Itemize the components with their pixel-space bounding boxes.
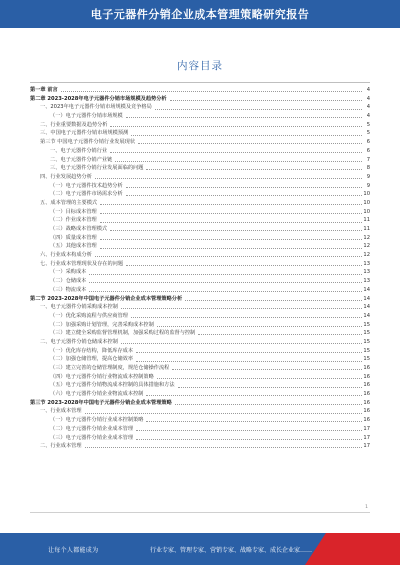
toc-entry-page: 16	[363, 408, 370, 415]
toc-entry-page: 15	[363, 356, 370, 363]
toc-entry[interactable]	[30, 321, 370, 330]
toc-entry-text: 五、成本管理的主要模式	[40, 199, 98, 206]
toc-entry-text: （三）建立完善的仓储管理制度，规范仓储操作流程	[50, 365, 170, 371]
toc-entry[interactable]	[30, 425, 370, 434]
toc-entry-text: 第二节 2023-2028年中国电子元器件分销企业成本管理策略分析	[30, 295, 183, 302]
toc-entry-text: （二）作业成本管理	[50, 217, 97, 224]
toc-entry-page: 6	[366, 147, 370, 154]
toc-entry[interactable]	[30, 190, 370, 199]
toc-leader-dots	[110, 126, 362, 127]
toc-entry[interactable]	[30, 329, 370, 338]
toc-entry-page: 16	[363, 373, 370, 380]
toc-entry-page: 5	[366, 121, 370, 128]
toc-entry-page: 9	[366, 173, 370, 180]
toc-leader-dots	[100, 222, 362, 223]
toc-entry-page: 12	[363, 243, 370, 250]
toc-entry-text: （一）目标成本管理	[50, 208, 97, 215]
toc-leader-dots	[89, 291, 362, 292]
toc-entry-page: 16	[363, 391, 370, 398]
toc-entry-text: 一、电子元器件分销采购成本控制	[40, 304, 118, 311]
toc-entry-text: （三）电子元器件分销企业成本管理	[50, 434, 134, 441]
toc-entry-text: 四、行业发展趋势分析	[40, 173, 92, 180]
toc-leader-dots	[126, 187, 362, 188]
toc-entry-page: 11	[363, 217, 370, 224]
toc-entry[interactable]	[30, 312, 370, 321]
toc-entry[interactable]	[30, 234, 370, 243]
footer-tags: 行业专家、管理专家、营销专家、战略专家、成长企业家……	[150, 547, 313, 554]
toc-entry[interactable]	[30, 268, 370, 277]
toc-entry[interactable]	[30, 138, 370, 147]
toc-leader-dots	[100, 213, 362, 214]
toc-heading: 内容目录	[177, 60, 223, 72]
toc-entry[interactable]	[30, 103, 370, 112]
toc-entry-text: （五）电子元器件分销物流成本控制的具体措施和方法	[50, 382, 175, 389]
toc-entry[interactable]	[30, 164, 370, 173]
toc-entry-text: 三、中国电子元器件分销市场规模预测	[40, 130, 129, 137]
toc-entry-page: 17	[363, 434, 370, 441]
toc-entry[interactable]	[30, 112, 370, 121]
toc-entry[interactable]	[30, 347, 370, 356]
toc-entry-text: 第三节 2023-2028年中国电子元器件分销企业成本管理策略	[30, 399, 172, 406]
toc-entry-text: 一、电子元器件分销行业	[50, 147, 108, 154]
toc-entry-page: 15	[363, 347, 370, 354]
toc-entry-text: （一）优化采购流程与供应商管理	[50, 312, 128, 319]
toc-leader-dots	[110, 230, 362, 231]
toc-entry-page: 13	[363, 269, 370, 276]
toc-entry[interactable]	[30, 225, 370, 234]
toc-entry[interactable]	[30, 208, 370, 217]
toc-entry[interactable]	[30, 251, 370, 260]
footer-divider	[30, 512, 370, 513]
toc-leader-dots	[131, 317, 362, 318]
toc-entry-page: 12	[363, 252, 370, 259]
toc-leader-dots	[89, 282, 362, 283]
toc-entry-text: 三、电子元器件分销行业发展面临的问题	[50, 165, 144, 172]
toc-entry[interactable]	[30, 260, 370, 269]
toc-leader-dots	[146, 169, 362, 170]
toc-leader-dots	[89, 274, 362, 275]
toc-leader-dots	[85, 447, 362, 448]
footer-accent	[305, 533, 400, 565]
header-bar	[0, 0, 400, 28]
toc-entry-text: 二、行业重要数据及趋势分析	[40, 121, 108, 128]
toc-entry-page: 11	[363, 226, 370, 232]
toc-entry-page: 4	[366, 113, 370, 120]
toc-entry-page: 12	[363, 234, 370, 241]
toc-entry[interactable]	[30, 364, 370, 373]
footer-slogan: 让每个人都能成为	[48, 547, 99, 554]
toc-entry-text: （一）优化库存结构，降低库存成本	[50, 347, 134, 354]
toc-entry-page: 14	[363, 312, 370, 319]
toc-entry[interactable]	[30, 373, 370, 382]
toc-leader-dots	[198, 334, 362, 335]
toc-entry-text: 一、2023年电子元器件分销市场规模及竞争格局	[40, 104, 152, 111]
toc-entry[interactable]	[30, 95, 370, 104]
toc-leader-dots	[136, 361, 362, 362]
toc-leader-dots	[61, 91, 362, 92]
toc-entry[interactable]	[30, 407, 370, 416]
toc-entry-page: 15	[363, 321, 370, 328]
toc-entry[interactable]	[30, 286, 370, 295]
toc-leader-dots	[126, 117, 362, 118]
toc-entry-text: 一、行业成本管理	[40, 408, 82, 415]
toc-leader-dots	[85, 413, 362, 414]
toc-entry[interactable]	[30, 434, 370, 443]
toc-entry-page: 4	[366, 95, 370, 102]
toc-leader-dots	[170, 100, 362, 101]
toc-entry-text: （二）加强仓储管理，提高仓储效率	[50, 356, 134, 363]
toc-entry-page: 14	[363, 286, 370, 293]
toc-entry-text: （一）电子元器件分销市场规模	[50, 113, 123, 120]
toc-entry[interactable]	[30, 129, 370, 138]
toc-leader-dots	[100, 204, 362, 205]
toc-leader-dots	[155, 109, 362, 110]
toc-entry[interactable]	[30, 147, 370, 156]
toc-entry[interactable]	[30, 216, 370, 225]
toc-entry-page: 10	[363, 191, 370, 198]
toc-leader-dots	[121, 343, 362, 344]
toc-entry-text: （三）物流成本	[50, 286, 87, 293]
toc-entry[interactable]	[30, 416, 370, 425]
toc-entry-page: 5	[366, 130, 370, 137]
toc-entry-text: 二、电子元器件分销产业链	[50, 156, 113, 163]
toc-entry-text: 二、行业成本管理	[40, 443, 82, 450]
toc-entry[interactable]	[30, 156, 370, 165]
table-of-contents	[30, 86, 370, 451]
toc-entry[interactable]	[30, 390, 370, 399]
toc-leader-dots	[146, 421, 362, 422]
toc-entry[interactable]	[30, 381, 370, 390]
toc-entry[interactable]	[30, 173, 370, 182]
toc-entry-text: （四）电子元器件分销行业物流成本控制策略	[50, 373, 154, 380]
toc-leader-dots	[95, 178, 362, 179]
toc-entry-page: 15	[363, 338, 370, 345]
toc-leader-dots	[172, 369, 362, 370]
toc-entry-text: （一）电子元器件技术趋势分析	[50, 182, 123, 189]
toc-entry[interactable]	[30, 355, 370, 364]
toc-leader-dots	[136, 430, 362, 431]
toc-entry-page: 14	[363, 304, 370, 311]
toc-entry-text: （三）战略成本管理模式	[50, 226, 108, 232]
toc-leader-dots	[178, 387, 362, 388]
toc-entry-text: （二）电子元器件市场需求分析	[50, 191, 123, 198]
toc-leader-dots	[115, 161, 362, 162]
toc-entry-page: 4	[366, 104, 370, 111]
toc-entry-text: （一）电子元器件分销行业成本控制策略	[50, 417, 144, 424]
toc-top-rule	[30, 82, 370, 83]
toc-entry-text: 七、行业成本管理现状及存在的问题	[40, 260, 124, 267]
toc-entry-text: （二）电子元器件分销企业成本管理	[50, 425, 134, 432]
toc-entry[interactable]	[30, 277, 370, 286]
toc-entry-page: 10	[363, 199, 370, 206]
toc-entry-page: 13	[363, 260, 370, 267]
toc-entry[interactable]	[30, 295, 370, 304]
toc-entry-page: 16	[363, 365, 370, 371]
toc-leader-dots	[100, 239, 362, 240]
toc-entry-text: （六）电子元器件分销企业物流成本控制	[50, 391, 144, 398]
toc-entry-page: 16	[363, 417, 370, 424]
report-title: 电子元器件分销企业成本管理策略研究报告	[90, 8, 310, 21]
toc-leader-dots	[100, 248, 362, 249]
toc-entry[interactable]	[30, 399, 370, 408]
toc-entry-page: 14	[363, 295, 370, 302]
toc-entry[interactable]	[30, 442, 370, 451]
toc-entry-page: 16	[363, 399, 370, 406]
toc-leader-dots	[126, 265, 362, 266]
toc-leader-dots	[110, 152, 362, 153]
toc-leader-dots	[136, 439, 362, 440]
toc-leader-dots	[175, 404, 362, 405]
toc-entry[interactable]	[30, 182, 370, 191]
toc-entry-page: 17	[363, 425, 370, 432]
toc-leader-dots	[157, 378, 362, 379]
toc-entry-page: 17	[363, 443, 370, 450]
toc-entry-text: （一）采购成本	[50, 269, 87, 276]
toc-leader-dots	[131, 135, 362, 136]
toc-entry-text: 第一章 前言	[30, 87, 58, 93]
toc-entry[interactable]	[30, 199, 370, 208]
toc-entry-text: 六、行业成本构成分析	[40, 252, 92, 259]
toc-entry-page: 9	[366, 182, 370, 189]
footer-bar	[0, 533, 400, 565]
toc-entry-text: 第三节 中国电子元器件分销行业发展现状	[40, 139, 136, 146]
toc-leader-dots	[95, 256, 362, 257]
toc-entry-page: 7	[366, 156, 370, 163]
toc-entry-text: （五）其他成本管理	[50, 243, 97, 250]
toc-leader-dots	[185, 300, 362, 301]
toc-leader-dots	[136, 352, 362, 353]
toc-entry-text: 第二章 2023-2028年电子元器件分销市场规模及趋势分析	[30, 95, 167, 102]
toc-entry-page: 15	[363, 330, 370, 337]
toc-entry[interactable]	[30, 242, 370, 251]
toc-entry-page: 6	[366, 139, 370, 146]
toc-leader-dots	[146, 395, 362, 396]
toc-entry[interactable]	[30, 121, 370, 130]
toc-entry[interactable]	[30, 338, 370, 347]
toc-entry-text: （二）仓储成本	[50, 278, 87, 285]
toc-entry-page: 10	[363, 208, 370, 215]
toc-leader-dots	[126, 195, 362, 196]
toc-leader-dots	[157, 326, 362, 327]
toc-entry-page: 8	[366, 165, 370, 172]
toc-entry-page: 13	[363, 278, 370, 285]
page-number: 1	[365, 505, 368, 510]
toc-leader-dots	[121, 308, 362, 309]
toc-entry-text: 二、电子元器件分销仓储成本控制	[40, 338, 118, 345]
toc-entry-text: （三）建立健全采购监督管理机制，加强采购过程的监督与控制	[50, 330, 196, 337]
toc-entry-text: （二）加强采购计划管理，完善采购成本控制	[50, 321, 154, 328]
toc-leader-dots	[138, 143, 362, 144]
toc-entry-page: 16	[363, 382, 370, 389]
toc-entry[interactable]	[30, 86, 370, 95]
toc-entry-text: （四）质量成本管理	[50, 234, 97, 241]
toc-entry-page: 4	[366, 87, 370, 93]
toc-entry[interactable]	[30, 303, 370, 312]
